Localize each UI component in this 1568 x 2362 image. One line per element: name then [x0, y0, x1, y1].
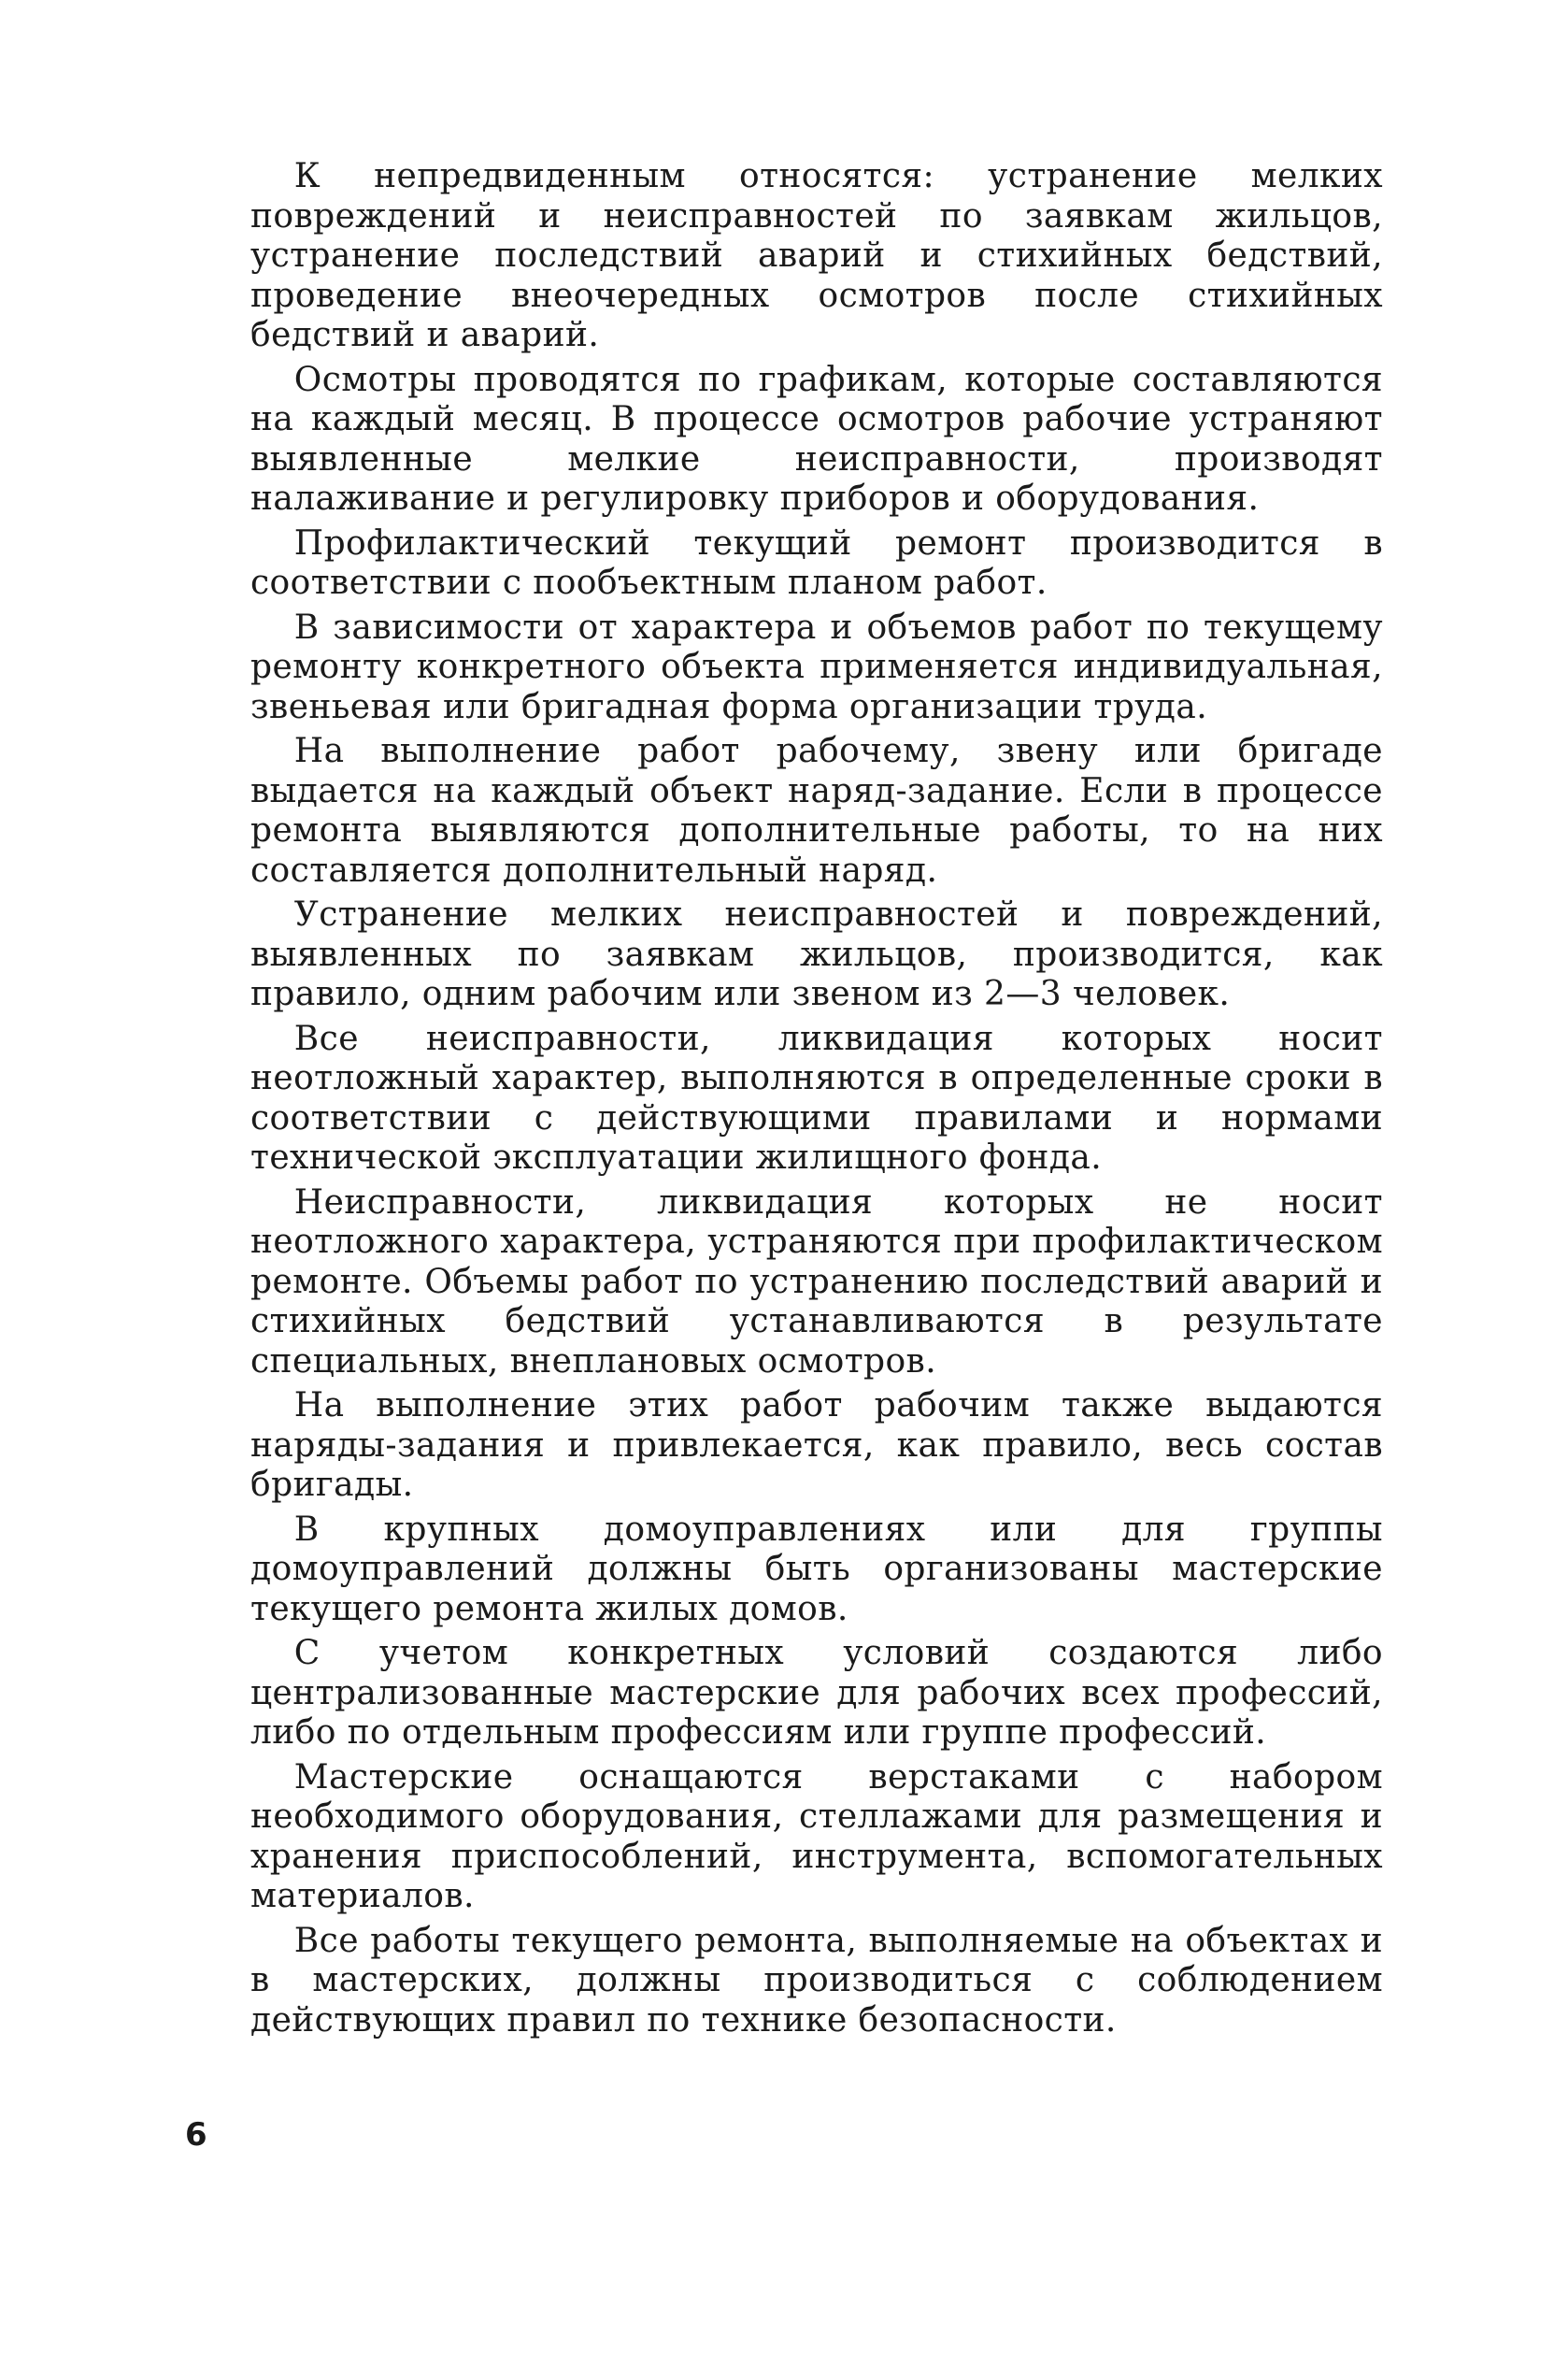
paragraph-2: Осмотры проводятся по графикам, которые составляются на каждый месяц. В процессе осмотров рабочие устраняют выявленные мелкие неисправности, производят налаживание и регулировку приборов и оборудования.	[250, 360, 1383, 518]
paragraph-5: На выполнение работ рабочему, звену или бригаде выдается на каждый объект наряд-задание. Если в процессе ремонта выявляются дополнительные работы, то на них составляется дополнительный наряд.	[250, 732, 1383, 890]
paragraph-4: В зависимости от характера и объемов работ по текущему ремонту конкретного объекта применяется индивидуальная, звеньевая или бригадная форма организации труда.	[250, 608, 1383, 726]
page-number: 6	[185, 2116, 207, 2154]
paragraph-9: На выполнение этих работ рабочим также выдаются наряды-задания и привлекается, как правило, весь состав бригады.	[250, 1386, 1383, 1504]
paragraph-6: Устранение мелких неисправностей и повреждений, выявленных по заявкам жильцов, производится, как правило, одним рабочим или звеном из 2—3 человек.	[250, 895, 1383, 1013]
paragraph-13: Все работы текущего ремонта, выполняемые на объектах и в мастерских, должны производиться с соблюдением действующих правил по технике безопасности.	[250, 1921, 1383, 2040]
paragraph-8: Неисправности, ликвидация которых не носит неотложного характера, устраняются при профилактическом ремонте. Объемы работ по устранению последствий аварий и стихийных бедствий устанавливаются в результате специальных, внеплановых осмотров.	[250, 1182, 1383, 1381]
paragraph-3: Профилактический текущий ремонт производится в соответствии с пообъектным планом работ.	[250, 523, 1383, 602]
body-text	[250, 157, 1383, 2045]
paragraph-10: В крупных домоуправлениях или для группы домоуправлений должны быть организованы мастерские текущего ремонта жилых домов.	[250, 1510, 1383, 1628]
paragraph-11: С учетом конкретных условий создаются либо централизованные мастерские для рабочих всех профессий, либо по отдельным профессиям или группе профессий.	[250, 1634, 1383, 1752]
paragraph-7: Все неисправности, ликвидация которых носит неотложный характер, выполняются в определенные сроки в соответствии с действующими правилами и нормами технической эксплуатации жилищного фонда.	[250, 1019, 1383, 1177]
paragraph-12: Мастерские оснащаются верстаками с набором необходимого оборудования, стеллажами для размещения и хранения приспособлений, инструмента, вспомогательных материалов.	[250, 1757, 1383, 1915]
paragraph-1: К непредвиденным относятся: устранение мелких повреждений и неисправностей по заявкам жильцов, устранение последствий аварий и стихийных бедствий, проведение внеочередных осмотров после стихийных бедствий и аварий.	[250, 157, 1383, 354]
